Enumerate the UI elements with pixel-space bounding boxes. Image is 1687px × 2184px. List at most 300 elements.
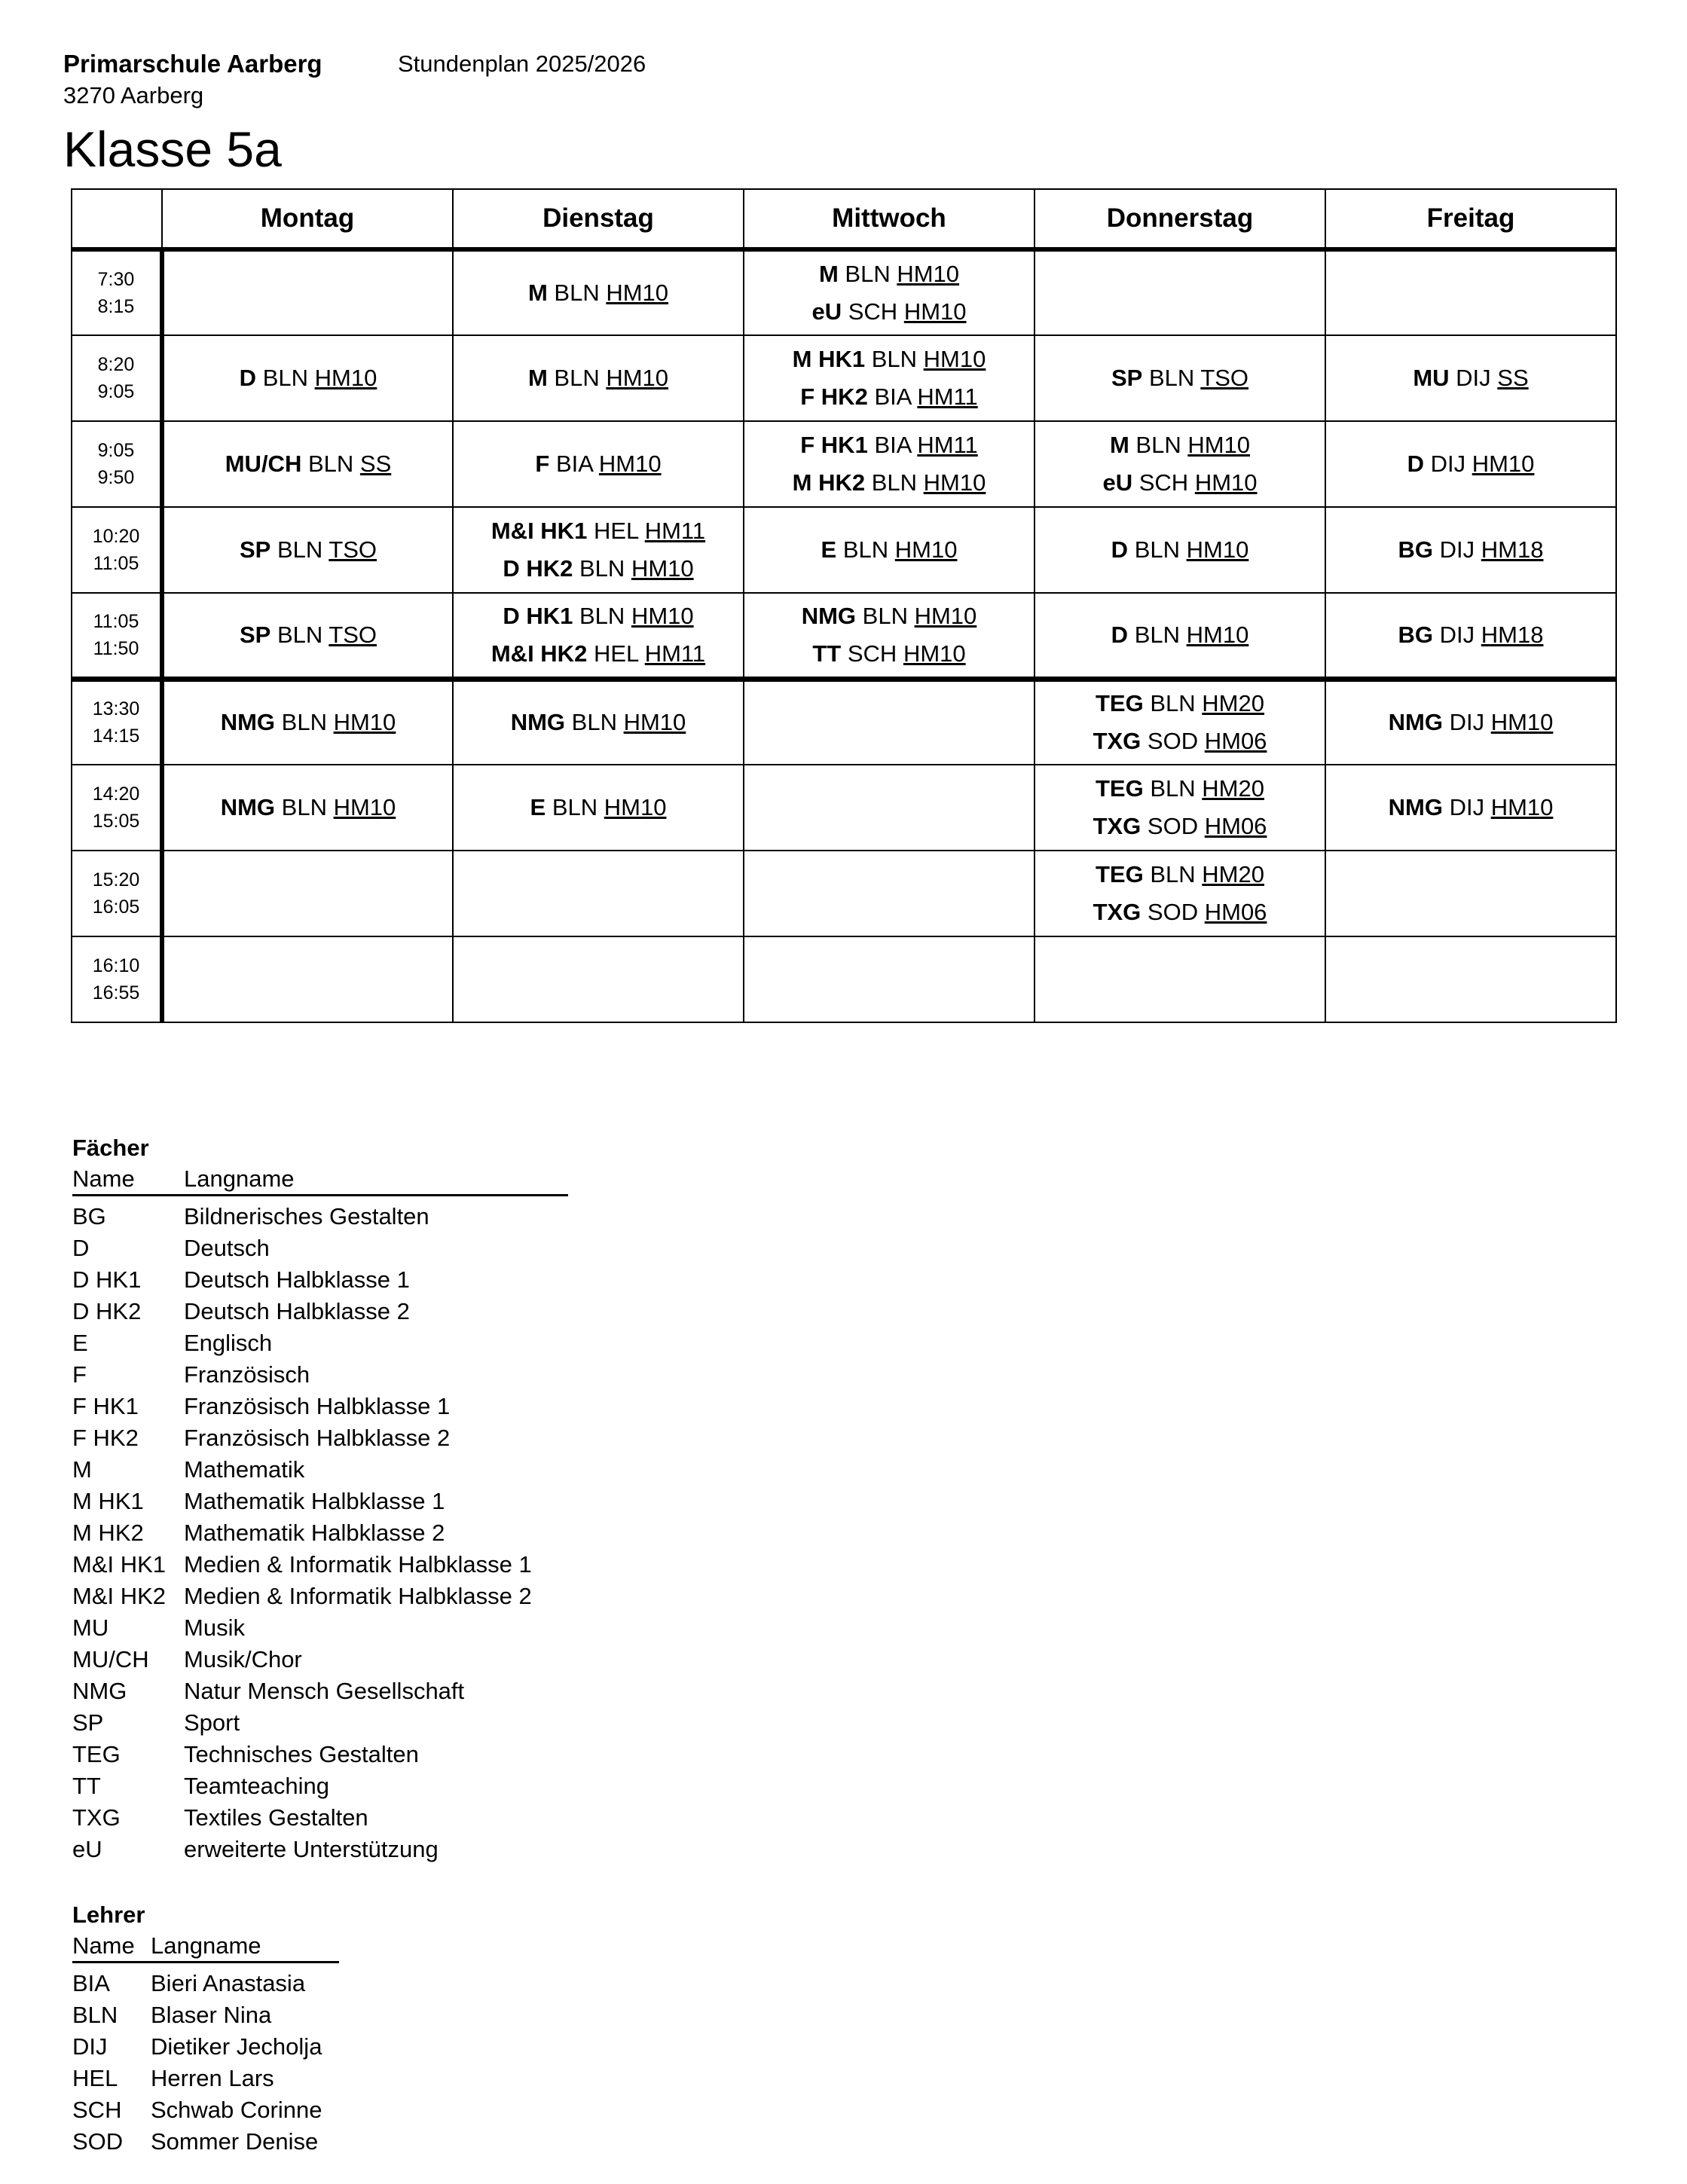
lesson-cell (744, 421, 1035, 507)
subject-code: TXG (1093, 899, 1141, 925)
subject-code: D (1111, 536, 1129, 563)
lesson-cell (744, 593, 1035, 679)
teachers-name: SCH (72, 2097, 122, 2123)
lesson-entry (454, 550, 743, 588)
lesson-entry (454, 597, 743, 635)
subject-code: E (821, 536, 837, 563)
subjects-name: MU/CH (72, 1646, 149, 1672)
teacher-code: BLN (1150, 775, 1196, 802)
room-code: HM10 (1186, 536, 1249, 563)
timetable-row (72, 679, 1616, 765)
subject-code: TT (812, 640, 842, 667)
subjects-row (72, 1359, 568, 1391)
subject-code: BG (1398, 621, 1434, 648)
lesson-entry (744, 293, 1034, 331)
time-slot (72, 507, 162, 593)
lesson-entry (164, 359, 452, 397)
room-code: HM11 (644, 518, 706, 544)
lesson-entry (744, 597, 1034, 635)
subjects-name: F HK2 (72, 1425, 139, 1451)
day-header: Montag (162, 189, 453, 249)
day-header: Freitag (1325, 189, 1616, 249)
time-start: 7:30 (97, 269, 135, 290)
time-start: 8:20 (97, 354, 135, 375)
room-code: HM18 (1481, 621, 1544, 648)
room-code: HM10 (604, 794, 667, 820)
subjects-long: Mathematik Halbklasse 1 (184, 1488, 445, 1514)
teacher-code: BLN (1134, 621, 1180, 648)
teacher-code: HEL (593, 518, 639, 544)
room-code: HM10 (914, 602, 977, 629)
subject-code: M (818, 261, 839, 287)
lesson-entry (744, 378, 1034, 416)
time-start: 11:05 (93, 610, 139, 632)
subject-code: SP (239, 621, 271, 648)
time-start: 14:20 (92, 783, 140, 805)
time-slot (72, 851, 162, 936)
room-code: HM10 (314, 365, 377, 391)
teacher-code: BLN (281, 709, 327, 736)
lesson-entry (1035, 722, 1325, 760)
teacher-code: DIJ (1439, 621, 1475, 648)
lesson-entry (1326, 616, 1615, 654)
teachers-row (72, 2063, 339, 2094)
lesson-cell (162, 507, 453, 593)
class-title: Klasse 5a (63, 121, 282, 177)
teacher-code: BLN (845, 261, 891, 287)
teachers-long: Sommer Denise (151, 2128, 319, 2155)
subjects-name: M HK1 (72, 1488, 144, 1514)
room-code: HM10 (631, 602, 694, 629)
timetable (71, 188, 1617, 1023)
room-code: HM11 (644, 640, 706, 667)
subject-code: D HK2 (503, 555, 573, 582)
lesson-entry (1035, 685, 1325, 722)
lesson-cell (1325, 507, 1616, 593)
time-start: 13:30 (92, 698, 140, 720)
subject-code: TXG (1093, 813, 1141, 839)
lesson-entry (454, 512, 743, 550)
lesson-cell (1035, 679, 1325, 765)
subjects-name: M&I HK1 (72, 1551, 167, 1578)
lesson-entry (1326, 531, 1615, 569)
subjects-name: M (72, 1456, 92, 1483)
subject-code: eU (1102, 469, 1133, 496)
lesson-cell (453, 679, 744, 765)
subject-code: F (535, 451, 550, 477)
teacher-code: BLN (277, 621, 323, 648)
teacher-code: BIA (555, 451, 593, 477)
lesson-cell (1325, 593, 1616, 679)
subject-code: NMG (220, 709, 276, 736)
subjects-row (72, 1707, 568, 1739)
teacher-code: BLN (552, 794, 598, 820)
lesson-entry (164, 789, 452, 826)
room-code: HM10 (1490, 794, 1554, 820)
subjects-table (72, 1164, 568, 1865)
lesson-cell (1325, 249, 1616, 335)
time-end: 11:50 (93, 637, 139, 659)
lesson-entry (454, 635, 743, 673)
corner-cell (72, 189, 162, 249)
lesson-entry (454, 445, 743, 483)
subject-code: M HK2 (792, 469, 866, 496)
subjects-name: D HK2 (72, 1298, 142, 1324)
lesson-entry (164, 616, 452, 654)
room-code: HM10 (606, 279, 669, 306)
teachers-name: SOD (72, 2128, 124, 2155)
lesson-cell (162, 679, 453, 765)
lesson-cell (162, 765, 453, 851)
lesson-entry (454, 704, 743, 741)
lesson-cell (1325, 765, 1616, 851)
lesson-entry (744, 341, 1034, 378)
teachers-row (72, 1963, 339, 2000)
subjects-body (72, 1196, 568, 1866)
subjects-row (72, 1644, 568, 1675)
timetable-row (72, 335, 1616, 421)
room-code: HM10 (923, 346, 986, 372)
teachers-name: BIA (72, 1970, 110, 1996)
teachers-row (72, 2126, 339, 2158)
subjects-row (72, 1770, 568, 1802)
lesson-cell (1325, 421, 1616, 507)
teachers-table (72, 1931, 339, 2158)
lesson-cell (744, 679, 1035, 765)
subjects-name: TEG (72, 1741, 121, 1767)
subjects-row (72, 1327, 568, 1359)
timetable-row (72, 507, 1616, 593)
room-code: HM10 (1490, 709, 1554, 736)
subject-code: TEG (1096, 775, 1144, 802)
subjects-long: Musik (184, 1614, 245, 1641)
lesson-cell (453, 507, 744, 593)
teacher-code: SOD (1147, 899, 1199, 925)
subject-code: E (530, 794, 546, 820)
teacher-code: BLN (554, 279, 600, 306)
subjects-name: F HK1 (72, 1393, 139, 1419)
teachers-col-name: Name (72, 1931, 151, 1963)
subjects-long: Teamteaching (184, 1773, 330, 1799)
day-header: Dienstag (453, 189, 744, 249)
time-end: 16:05 (92, 897, 140, 918)
lesson-cell (744, 507, 1035, 593)
timetable-row (72, 936, 1616, 1022)
subject-code: SP (239, 536, 271, 563)
lesson-cell (1035, 507, 1325, 593)
subject-code: NMG (1388, 709, 1443, 736)
subjects-long: Bildnerisches Gestalten (184, 1203, 429, 1229)
lesson-cell (744, 335, 1035, 421)
teacher-code: BLN (579, 555, 625, 582)
room-code: HM10 (333, 794, 396, 820)
subjects-name: M HK2 (72, 1520, 144, 1546)
timetable-row (72, 249, 1616, 335)
subjects-row (72, 1264, 568, 1296)
lesson-entry (1035, 359, 1325, 397)
teacher-code: BLN (307, 451, 354, 477)
plan-title: Stundenplan 2025/2026 (398, 50, 646, 77)
subject-code: M (527, 279, 548, 306)
room-code: TSO (1200, 365, 1249, 391)
lesson-cell (453, 335, 744, 421)
subject-code: D (239, 365, 257, 391)
subjects-name: M&I HK2 (72, 1583, 167, 1609)
teachers-col-long: Langname (151, 1931, 339, 1963)
lesson-entry (744, 426, 1034, 464)
subjects-name: eU (72, 1836, 102, 1862)
time-slot (72, 421, 162, 507)
subjects-title: Fächer (72, 1135, 149, 1161)
room-code: HM10 (894, 536, 958, 563)
subject-code: M HK1 (792, 346, 866, 372)
teachers-long: Dietiker Jecholja (151, 2033, 322, 2060)
subjects-row (72, 1422, 568, 1454)
subjects-long: Technisches Gestalten (184, 1741, 419, 1767)
subjects-long: Musik/Chor (184, 1646, 302, 1672)
subjects-long: Sport (184, 1709, 240, 1736)
subject-code: SP (1111, 365, 1143, 391)
room-code: HM10 (631, 555, 694, 582)
lesson-cell (744, 765, 1035, 851)
room-code: HM06 (1204, 813, 1267, 839)
lesson-cell (1035, 421, 1325, 507)
lesson-cell (1325, 936, 1616, 1022)
subject-code: eU (811, 298, 842, 325)
lesson-entry (1035, 856, 1325, 893)
lesson-cell (162, 421, 453, 507)
lesson-entry (744, 531, 1034, 569)
time-end: 9:05 (97, 381, 135, 402)
teacher-code: BLN (262, 365, 308, 391)
time-slot (72, 936, 162, 1022)
teacher-code: DIJ (1456, 365, 1491, 391)
teacher-code: BLN (1150, 861, 1196, 887)
day-header-row (72, 189, 1616, 249)
subject-code: F HK2 (800, 383, 868, 410)
teacher-code: BLN (842, 536, 889, 563)
subjects-legend (72, 1132, 568, 1865)
subjects-row (72, 1549, 568, 1581)
lesson-entry (164, 704, 452, 741)
subject-code: D (1407, 451, 1424, 477)
teachers-row (72, 2031, 339, 2063)
subjects-row (72, 1296, 568, 1327)
teachers-body (72, 1963, 339, 2158)
timetable-row (72, 765, 1616, 851)
subject-code: M (1109, 432, 1129, 458)
lesson-cell (744, 936, 1035, 1022)
room-code: HM20 (1202, 775, 1264, 802)
subject-code: MU/CH (225, 451, 302, 477)
subjects-row (72, 1233, 568, 1264)
subject-code: NMG (220, 794, 276, 820)
teacher-code: SCH (848, 298, 898, 325)
lesson-cell (453, 249, 744, 335)
teacher-code: BIA (874, 432, 911, 458)
lesson-cell (1035, 765, 1325, 851)
teachers-row (72, 1999, 339, 2031)
teacher-code: DIJ (1439, 536, 1475, 563)
lesson-cell (1035, 335, 1325, 421)
lesson-cell (453, 936, 744, 1022)
subjects-long: Deutsch Halbklasse 1 (184, 1266, 410, 1293)
subjects-header-row (72, 1164, 568, 1196)
subjects-col-long: Langname (184, 1164, 568, 1196)
lesson-cell (453, 593, 744, 679)
teachers-title: Lehrer (72, 1901, 145, 1928)
room-code: HM10 (923, 469, 986, 496)
room-code: HM11 (917, 383, 978, 410)
lesson-entry (1035, 616, 1325, 654)
time-slot (72, 249, 162, 335)
lesson-cell (1035, 936, 1325, 1022)
time-slot (72, 679, 162, 765)
room-code: HM06 (1204, 899, 1267, 925)
subject-code: D HK1 (503, 602, 573, 629)
lesson-cell (744, 851, 1035, 936)
timetable-body (72, 249, 1616, 1022)
teacher-code: BLN (281, 794, 327, 820)
lesson-entry (1326, 789, 1615, 826)
room-code: TSO (329, 621, 377, 648)
teachers-long: Schwab Corinne (151, 2097, 322, 2123)
lesson-cell (453, 421, 744, 507)
time-end: 8:15 (97, 296, 135, 317)
lesson-cell (1035, 593, 1325, 679)
lesson-entry (1326, 704, 1615, 741)
teacher-code: BLN (862, 602, 908, 629)
room-code: HM10 (1472, 451, 1535, 477)
subject-code: TEG (1096, 690, 1144, 717)
subjects-col-name: Name (72, 1164, 184, 1196)
lesson-entry (1035, 464, 1325, 502)
time-start: 10:20 (92, 526, 140, 547)
subjects-long: erweiterte Unterstützung (184, 1836, 439, 1862)
subjects-row (72, 1581, 568, 1612)
lesson-entry (1326, 445, 1615, 483)
school-name: Primarschule Aarberg (63, 50, 322, 78)
lesson-entry (1035, 770, 1325, 808)
teacher-code: SOD (1147, 813, 1199, 839)
lesson-entry (1035, 893, 1325, 931)
subject-code: BG (1398, 536, 1434, 563)
time-slot (72, 593, 162, 679)
room-code: HM10 (903, 640, 966, 667)
room-code: SS (1497, 365, 1529, 391)
subjects-name: BG (72, 1203, 106, 1229)
subject-code: D (1111, 621, 1129, 648)
subjects-name: D (72, 1235, 90, 1261)
lesson-entry (744, 635, 1034, 673)
lesson-cell (162, 851, 453, 936)
teacher-code: SOD (1147, 728, 1199, 755)
lesson-cell (162, 936, 453, 1022)
lesson-cell (1325, 851, 1616, 936)
teacher-code: BLN (1148, 365, 1195, 391)
teachers-long: Blaser Nina (151, 2002, 272, 2028)
teachers-legend (72, 1899, 339, 2158)
time-end: 11:05 (93, 553, 139, 574)
lesson-entry (1035, 426, 1325, 464)
subjects-name: NMG (72, 1678, 127, 1704)
subjects-name: D HK1 (72, 1266, 142, 1293)
teachers-long: Bieri Anastasia (151, 1970, 306, 1996)
day-header: Donnerstag (1035, 189, 1325, 249)
subjects-long: Französisch (184, 1361, 310, 1388)
subjects-long: Deutsch (184, 1235, 270, 1261)
room-code: HM20 (1202, 690, 1264, 717)
lesson-cell (453, 765, 744, 851)
subjects-long: Englisch (184, 1330, 273, 1356)
subject-code: NMG (510, 709, 566, 736)
room-code: HM10 (903, 298, 967, 325)
lesson-entry (164, 445, 452, 483)
document-header (63, 48, 646, 111)
time-end: 16:55 (92, 982, 140, 1003)
teacher-code: BLN (1150, 690, 1196, 717)
subjects-name: MU (72, 1614, 109, 1641)
subjects-row (72, 1391, 568, 1422)
teacher-code: DIJ (1449, 709, 1485, 736)
subject-code: M&I HK2 (491, 640, 588, 667)
subjects-row (72, 1739, 568, 1770)
subject-code: TXG (1093, 728, 1141, 755)
room-code: HM10 (598, 451, 662, 477)
subjects-long: Deutsch Halbklasse 2 (184, 1298, 410, 1324)
lesson-cell (162, 593, 453, 679)
time-end: 14:15 (92, 725, 140, 747)
room-code: HM06 (1204, 728, 1267, 755)
subjects-row (72, 1802, 568, 1834)
time-start: 16:10 (92, 955, 140, 976)
teacher-code: BLN (871, 469, 918, 496)
subjects-long: Textiles Gestalten (184, 1804, 368, 1831)
time-start: 9:05 (97, 440, 135, 461)
subjects-name: TXG (72, 1804, 121, 1831)
subjects-row (72, 1454, 568, 1486)
teacher-code: BLN (277, 536, 323, 563)
lesson-cell (453, 851, 744, 936)
subjects-long: Medien & Informatik Halbklasse 1 (184, 1551, 532, 1578)
timetable-row (72, 593, 1616, 679)
teachers-header-row (72, 1931, 339, 1963)
teacher-code: DIJ (1449, 794, 1485, 820)
teacher-code: HEL (593, 640, 639, 667)
teacher-code: BLN (871, 346, 918, 372)
teacher-code: BLN (579, 602, 625, 629)
teacher-code: BLN (554, 365, 600, 391)
teachers-name: DIJ (72, 2033, 108, 2060)
subjects-name: E (72, 1330, 88, 1356)
room-code: HM20 (1202, 861, 1264, 887)
time-start: 15:20 (92, 869, 140, 890)
room-code: HM10 (1194, 469, 1258, 496)
lesson-entry (1035, 808, 1325, 845)
lesson-entry (454, 359, 743, 397)
teachers-name: HEL (72, 2065, 118, 2091)
subjects-row (72, 1517, 568, 1549)
subjects-row (72, 1675, 568, 1707)
teacher-code: DIJ (1430, 451, 1466, 477)
subjects-row (72, 1196, 568, 1233)
timetable-row (72, 421, 1616, 507)
teacher-code: BIA (874, 383, 911, 410)
subject-code: MU (1413, 365, 1450, 391)
lesson-entry (454, 789, 743, 826)
subjects-name: TT (72, 1773, 101, 1799)
room-code: HM10 (606, 365, 669, 391)
